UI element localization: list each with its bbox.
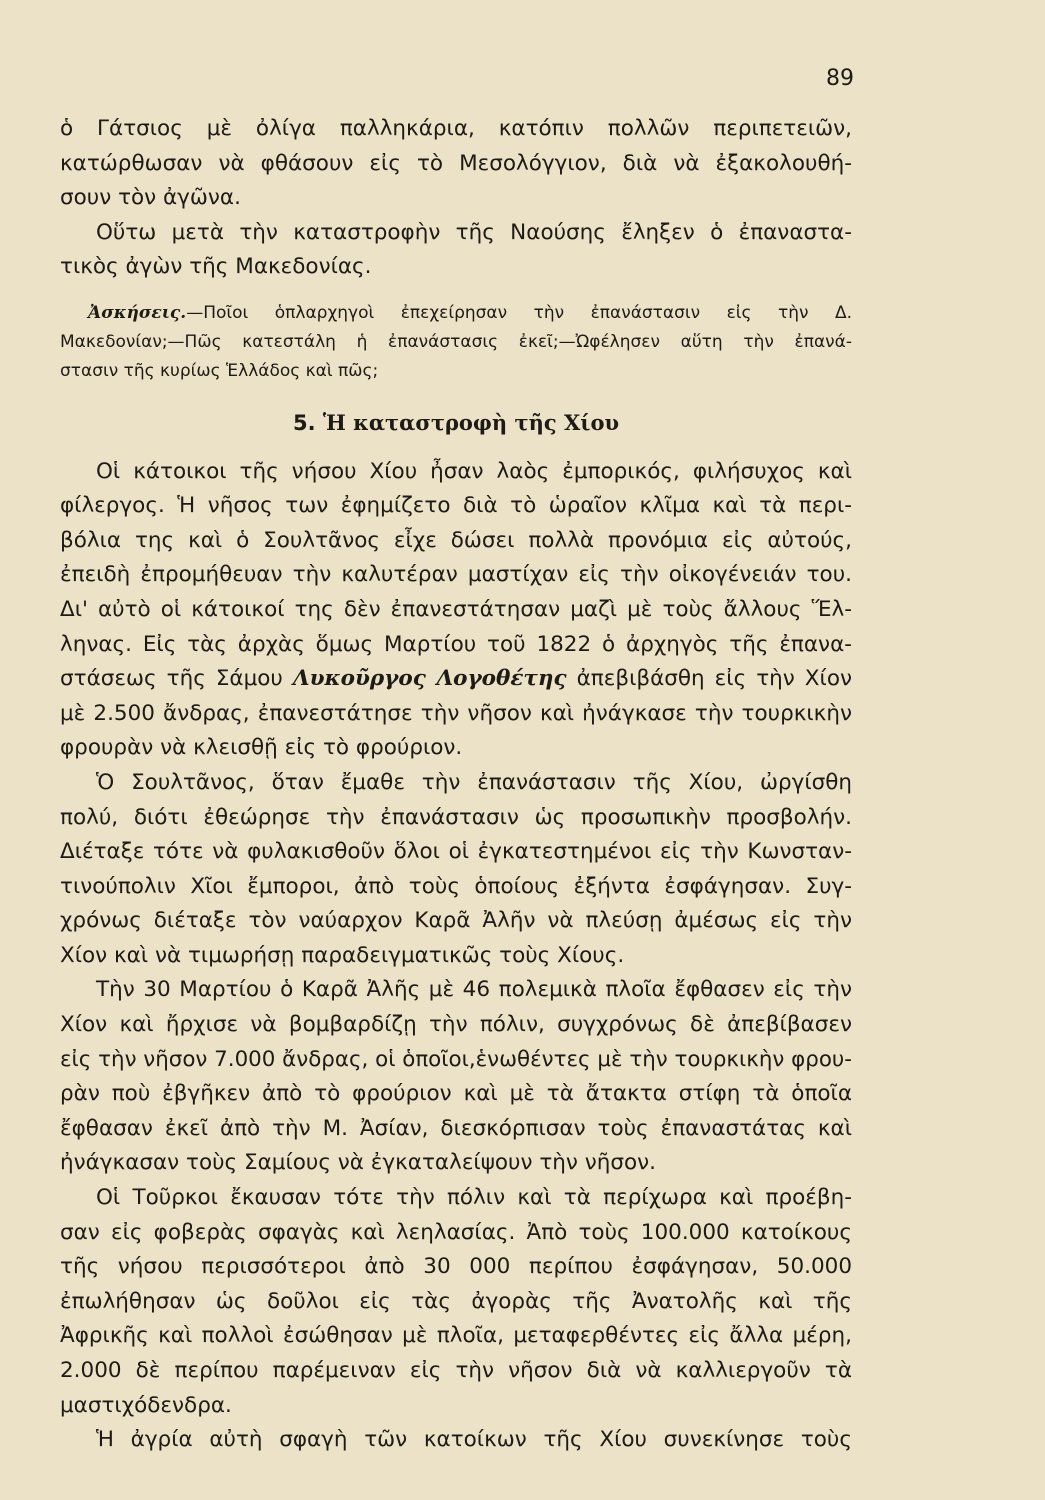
text-line: Ἀφρικῆς καὶ πολλοὶ ἐσώθησαν μὲ πλοῖα, μεταφερθέντες εἰς ἄλλα μέρη, xyxy=(60,1323,852,1349)
text-line: ἐπωλήθησαν ὡς δοῦλοι εἰς τὰς ἀγορὰς τῆς Ἀνατολῆς καὶ τῆς xyxy=(60,1288,852,1314)
text-line: Οἱ Τοῦρκοι ἔκαυσαν τότε τὴν πόλιν καὶ τὰ περίχωρα καὶ προέβη- xyxy=(96,1185,852,1211)
exercises-text: —Ποῖοι ὁπλαρχηγοὶ ἐπεχείρησαν τὴν ἐπανάστασιν εἰς τὴν Δ. xyxy=(186,302,852,323)
text-line: ληνας. Εἰς τὰς ἀρχὰς ὅμως Μαρτίου τοῦ 1822 ὁ ἀρχηγὸς τῆς ἐπανα- xyxy=(60,631,852,657)
text-line: Οὕτω μετὰ τὴν καταστροφὴν τῆς Ναούσης ἔληξεν ὁ ἐπαναστα- xyxy=(96,219,852,245)
text-line: Δι' αὐτὸ οἱ κάτοικοί της δὲν ἐπανεστάτησαν μαζὶ μὲ τοὺς ἄλλους Ἕλ- xyxy=(60,596,852,622)
text-line: Χίον καὶ νὰ τιμωρήσῃ παραδειγματικῶς τοὺς Χίους. xyxy=(60,942,625,968)
exercises xyxy=(60,299,852,386)
text-line: ρὰν ποὺ ἐβγῆκεν ἀπὸ τὸ φρούριον καὶ μὲ τὰ ἄτακτα στίφη τὰ ὁποῖα xyxy=(60,1081,852,1107)
text-line: φρουρὰν νὰ κλεισθῇ εἰς τὸ φρούριον. xyxy=(60,735,463,761)
exercises-line: στασιν τῆς κυρίως Ἑλλάδος καὶ πῶς; xyxy=(60,360,379,381)
page-body xyxy=(60,112,852,1458)
paragraph-7 xyxy=(60,1423,852,1458)
paragraph-3 xyxy=(60,455,852,766)
page-number: 89 xyxy=(826,66,854,91)
paragraph-6 xyxy=(60,1181,852,1423)
section-number: 5. xyxy=(292,410,316,435)
text-line: 2.000 δὲ περίπου παρέμειναν εἰς τὴν νῆσον διὰ νὰ καλλιεργοῦν τὰ xyxy=(60,1358,852,1383)
text-line: Διέταξε τότε νὰ φυλακισθοῦν ὅλοι οἱ ἐγκατεστημένοι εἰς τὴν Κωνσταν- xyxy=(60,839,852,865)
text-line: πολύ, διότι ἐθεώρησε τὴν ἐπανάστασιν ὡς προσωπικὴν προσβολήν. xyxy=(60,804,852,830)
text-line xyxy=(60,662,852,697)
paragraph-5 xyxy=(60,973,852,1181)
text-line: Οἱ κάτοικοι τῆς νήσου Χίου ἦσαν λαὸς ἐμπορικός, φιλήσυχος καὶ xyxy=(96,458,852,484)
text-line: Ἡ ἀγρία αὐτὴ σφαγὴ τῶν κατοίκων τῆς Χίου συνεκίνησε τοὺς xyxy=(96,1427,852,1453)
text-line: ἐπειδὴ ἐπρομήθευαν τὴν καλυτέραν μαστίχαν εἰς τὴν οἰκογένειάν του. xyxy=(60,562,852,588)
text-line: Ὁ Σουλτᾶνος, ὅταν ἔμαθε τὴν ἐπανάστασιν τῆς Χίου, ὠργίσθη xyxy=(96,769,852,795)
text-line: τινούπολιν Χῖοι ἔμποροι, ἀπὸ τοὺς ὁποίους ἐξήντα ἐσφάγησαν. Συγ- xyxy=(60,873,852,899)
text-line: σουν τὸν ἀγῶνα. xyxy=(60,185,241,211)
text-line: χρόνως διέταξε τὸν ναύαρχον Καρᾶ Ἀλῆν νὰ πλεύσῃ ἀμέσως εἰς τὴν xyxy=(60,908,852,934)
paragraph-4 xyxy=(60,766,852,974)
text-segment: ἀπεβιβάσθη εἰς τὴν Χίον xyxy=(566,666,852,692)
text-line: φίλεργος. Ἡ νῆσος των ἐφημίζετο διὰ τὸ ὡραῖον κλῖμα καὶ τὰ περι- xyxy=(60,493,852,519)
text-line: σαν εἰς φοβερὰς σφαγὰς καὶ λεηλασίας. Ἀπὸ τοὺς 100.000 κατοίκους xyxy=(60,1219,852,1245)
exercises-line xyxy=(60,299,852,328)
text-line: βόλια της καὶ ὁ Σουλτᾶνος εἶχε δώσει πολλὰ προνόμια εἰς αὐτούς, xyxy=(60,527,852,553)
exercises-label: Ἀσκήσεις. xyxy=(88,302,187,323)
text-line: ἔφθασαν ἐκεῖ ἀπὸ τὴν Μ. Ἀσίαν, διεσκόρπισαν τοὺς ἐπαναστάτας καὶ xyxy=(60,1115,852,1141)
paragraph-1 xyxy=(60,112,852,216)
person-name: Λυκοῦργος Λογοθέτης xyxy=(292,666,567,692)
exercises-line: Μακεδονίαν;—Πῶς κατεστάλη ἡ ἐπανάστασις ἐκεῖ;—Ὠφέλησεν αὕτη τὴν ἐπανά- xyxy=(60,331,852,352)
text-line: Χίον καὶ ἤρχισε νὰ βομβαρδίζῃ τὴν πόλιν, συγχρόνως δὲ ἀπεβίβασεν xyxy=(60,1012,852,1038)
text-line: εἰς τὴν νῆσον 7.000 ἄνδρας, οἱ ὁποῖοι,ἑνωθέντες μὲ τὴν τουρκικὴν φρου- xyxy=(60,1046,852,1072)
text-line: ὁ Γάτσιος μὲ ὀλίγα παλληκάρια, κατόπιν πολλῶν περιπετειῶν, xyxy=(60,116,852,141)
text-line: τικὸς ἀγὼν τῆς Μακεδονίας. xyxy=(60,254,372,280)
text-line: ἠνάγκασαν τοὺς Σαμίους νὰ ἐγκαταλείψουν τὴν νῆσον. xyxy=(60,1150,657,1176)
text-line: μαστιχόδενδρα. xyxy=(60,1392,232,1418)
text-line: τῆς νήσου περισσότεροι ἀπὸ 30 000 περίπου ἐσφάγησαν, 50.000 xyxy=(60,1254,852,1280)
paragraph-2 xyxy=(60,216,852,285)
text-line: κατώρθωσαν νὰ φθάσουν εἰς τὸ Μεσολόγγιον, διὰ νὰ ἐξακολουθή- xyxy=(60,150,852,176)
section-title: Ἡ καταστροφὴ τῆς Χίου xyxy=(322,409,620,435)
text-line: Τὴν 30 Μαρτίου ὁ Καρᾶ Ἀλῆς μὲ 46 πολεμικὰ πλοῖα ἔφθασεν εἰς τὴν xyxy=(96,977,852,1003)
section-heading xyxy=(60,406,852,441)
text-line: μὲ 2.500 ἄνδρας, ἐπανεστάτησε τὴν νῆσον καὶ ἠνάγκασε τὴν τουρκικὴν xyxy=(60,700,852,726)
text-segment: στάσεως τῆς Σάμου xyxy=(60,666,293,692)
